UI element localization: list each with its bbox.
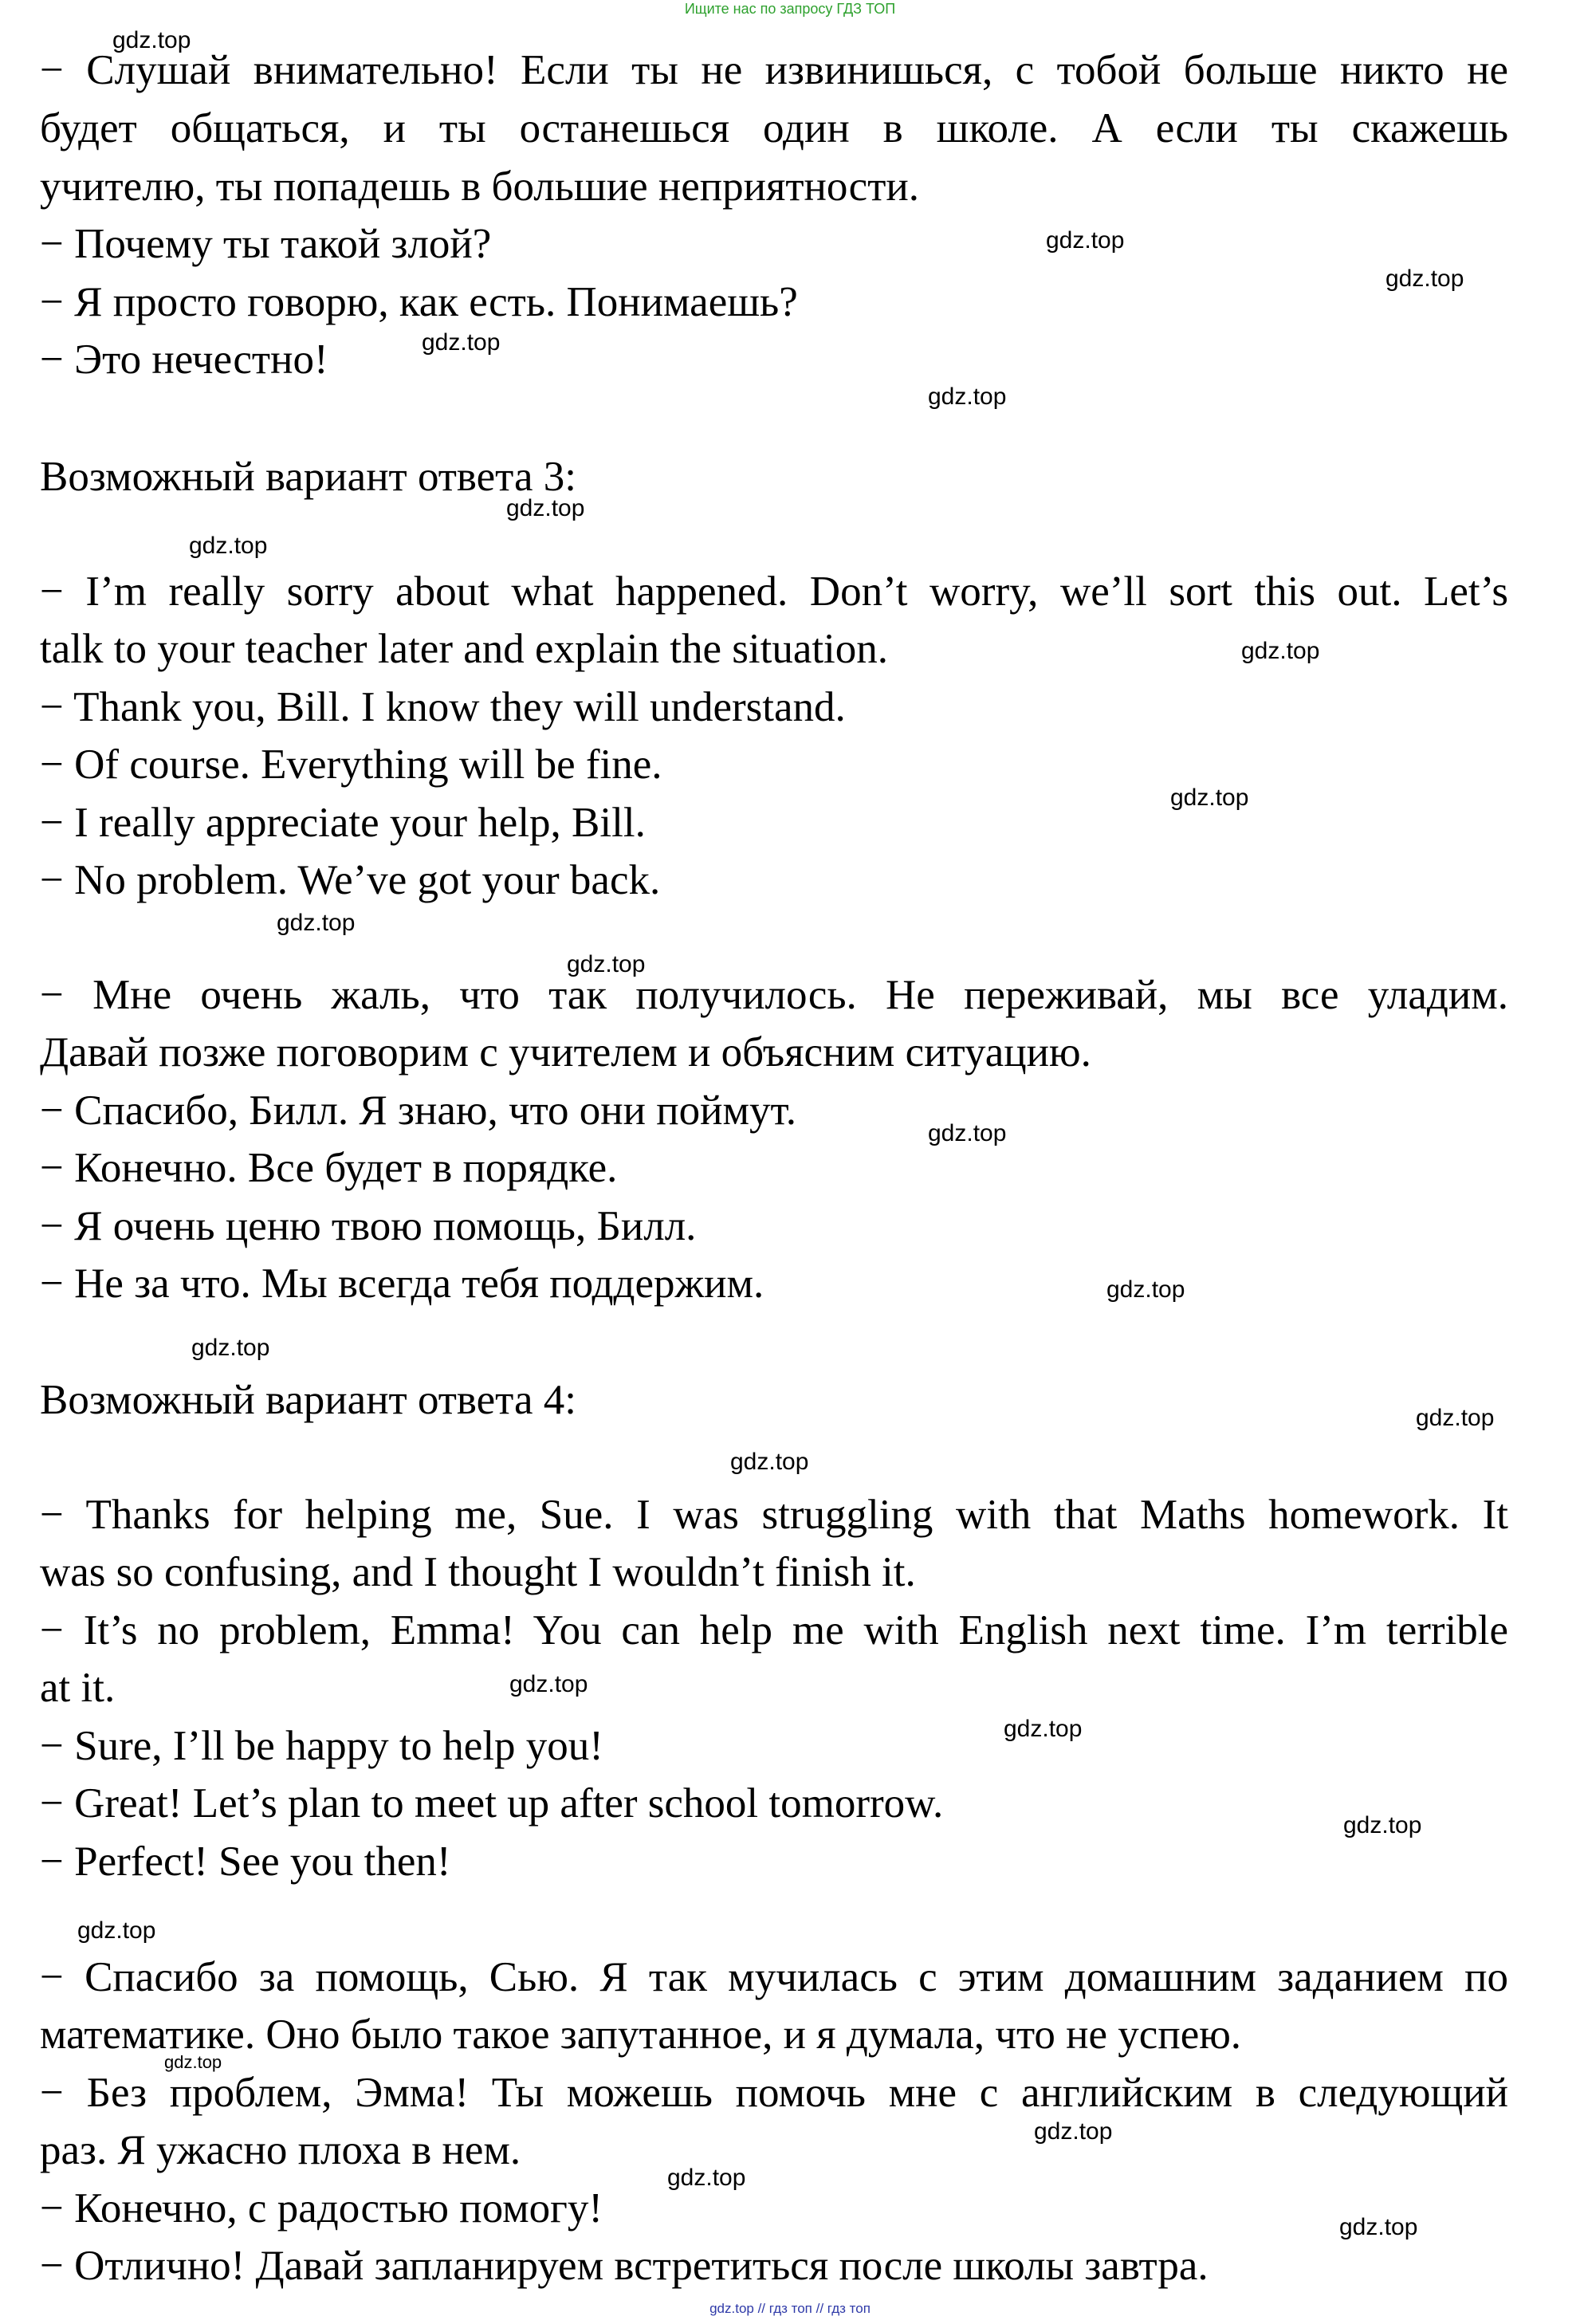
- watermark: gdz.top: [422, 329, 501, 356]
- dialogue-line-ru: − Без проблем, Эмма! Ты можешь помочь мне с английским в следующий: [40, 2070, 1508, 2116]
- dialogue-line-en: − Thanks for helping me, Sue. I was struggling with that Maths homework. It: [40, 1492, 1508, 1538]
- dialogue-line-en: talk to your teacher later and explain the situation.: [40, 626, 889, 672]
- dialogue-line-en: − Great! Let’s plan to meet up after school tomorrow.: [40, 1780, 944, 1827]
- dialogue-line: − Слушай внимательно! Если ты не извинишься, с тобой больше никто не: [40, 47, 1508, 93]
- watermark: gdz.top: [509, 1671, 588, 1697]
- dialogue-line: − Почему ты такой злой?: [40, 221, 492, 267]
- dialogue-line-en: − I really appreciate your help, Bill.: [40, 800, 646, 846]
- watermark: gdz.top: [1106, 1276, 1185, 1303]
- watermark: gdz.top: [1170, 784, 1249, 811]
- variant-3-heading: Возможный вариант ответа 3:: [40, 454, 576, 500]
- dialogue-line-ru: − Не за что. Мы всегда тебя поддержим.: [40, 1260, 764, 1307]
- dialogue-line-ru: математике. Оно было такое запутанное, и я думала, что не успею.: [40, 2011, 1242, 2058]
- search-banner[interactable]: Ищите нас по запросу ГДЗ ТОП: [684, 1, 896, 17]
- dialogue-line: будет общаться, и ты останешься один в школе. А если ты скажешь: [40, 105, 1508, 151]
- dialogue-line-en: − No problem. We’ve got your back.: [40, 857, 661, 903]
- dialogue-line-ru: − Мне очень жаль, что так получилось. Не переживай, мы все уладим.: [40, 972, 1508, 1018]
- watermark: gdz.top: [1416, 1405, 1495, 1431]
- dialogue-line-ru: − Спасибо, Билл. Я знаю, что они поймут.: [40, 1087, 796, 1134]
- dialogue-line-en: was so confusing, and I thought I wouldn’t finish it.: [40, 1549, 916, 1595]
- variant-4-heading: Возможный вариант ответа 4:: [40, 1377, 576, 1423]
- watermark: gdz.top: [1046, 227, 1125, 254]
- watermark: gdz.top: [506, 495, 585, 521]
- watermark: gdz.top: [730, 1449, 809, 1475]
- watermark: gdz.top: [189, 533, 268, 559]
- dialogue-line-ru: − Конечно, с радостью помогу!: [40, 2185, 603, 2232]
- watermark: gdz.top: [1339, 2214, 1418, 2240]
- watermark: gdz.top: [928, 383, 1007, 410]
- dialogue-line-ru: Давай позже поговорим с учителем и объясним ситуацию.: [40, 1029, 1091, 1075]
- dialogue-line-en: − Of course. Everything will be fine.: [40, 741, 662, 788]
- dialogue-line-en: − Thank you, Bill. I know they will understand.: [40, 684, 846, 730]
- watermark: gdz.top: [277, 910, 356, 936]
- dialogue-line-ru: − Конечно. Все будет в порядке.: [40, 1145, 618, 1191]
- dialogue-line: − Это нечестно!: [40, 336, 328, 383]
- watermark: gdz.top: [567, 951, 646, 977]
- dialogue-line: − Я просто говорю, как есть. Понимаешь?: [40, 279, 798, 325]
- footer-links[interactable]: gdz.top // гдз топ // гдз топ: [709, 2301, 871, 2316]
- dialogue-line-ru: − Я очень ценю твою помощь, Билл.: [40, 1203, 697, 1249]
- watermark: gdz.top: [77, 1917, 156, 1944]
- dialogue-line-en: − Perfect! See you then!: [40, 1838, 451, 1885]
- watermark: gdz.top: [164, 2052, 222, 2072]
- dialogue-line: учителю, ты попадешь в большие неприятности.: [40, 163, 919, 210]
- watermark: gdz.top: [1241, 638, 1320, 664]
- watermark: gdz.top: [191, 1335, 270, 1361]
- dialogue-line-en: − I’m really sorry about what happened. Don’t worry, we’ll sort this out. Let’s: [40, 568, 1508, 615]
- watermark: gdz.top: [1385, 265, 1464, 292]
- dialogue-line-en: at it.: [40, 1665, 116, 1711]
- dialogue-line-en: − It’s no problem, Emma! You can help me with English next time. I’m terrible: [40, 1607, 1508, 1654]
- watermark: gdz.top: [1034, 2118, 1113, 2145]
- dialogue-line-en: − Sure, I’ll be happy to help you!: [40, 1723, 603, 1769]
- dialogue-line-ru: − Отлично! Давай запланируем встретиться после школы завтра.: [40, 2243, 1209, 2289]
- watermark: gdz.top: [667, 2165, 746, 2191]
- watermark: gdz.top: [928, 1120, 1007, 1146]
- dialogue-line-ru: раз. Я ужасно плоха в нем.: [40, 2127, 521, 2173]
- watermark: gdz.top: [112, 27, 191, 53]
- watermark: gdz.top: [1004, 1716, 1083, 1742]
- dialogue-line-ru: − Спасибо за помощь, Сью. Я так мучилась с этим домашним заданием по: [40, 1954, 1508, 2000]
- watermark: gdz.top: [1343, 1812, 1422, 1838]
